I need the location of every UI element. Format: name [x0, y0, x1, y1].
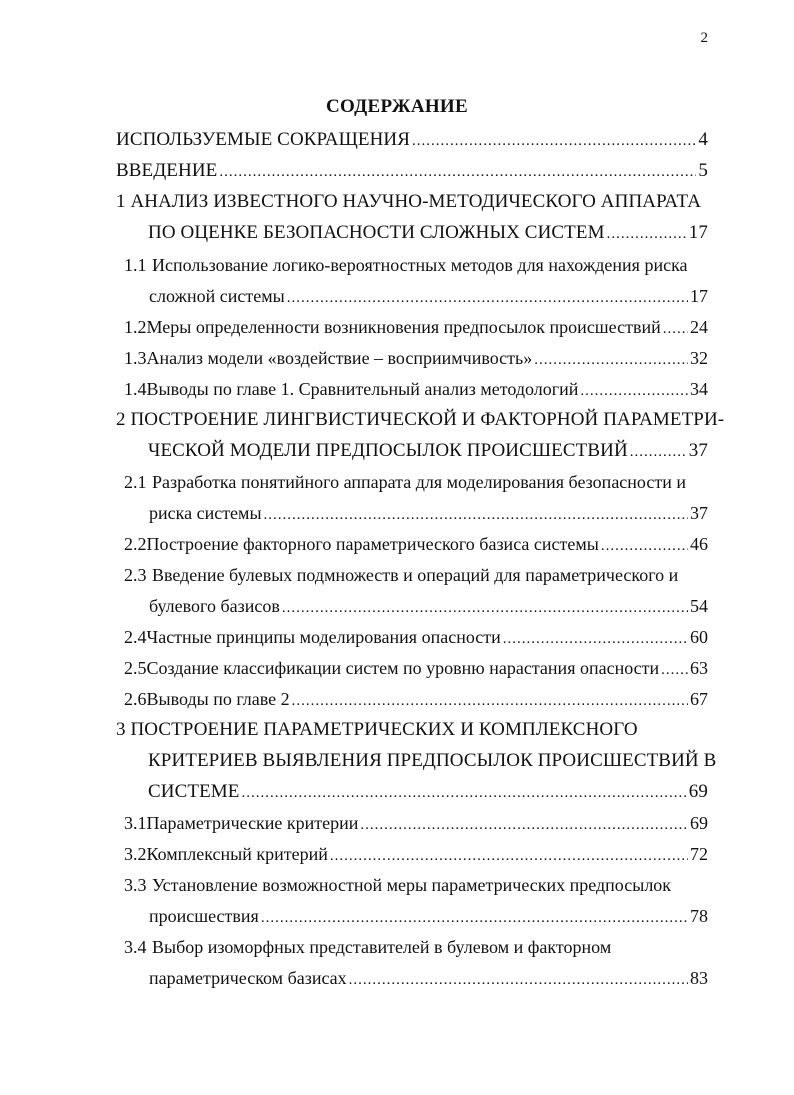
- toc-entry-number: 2.6: [124, 689, 147, 709]
- toc-entry-number: 2.1: [124, 472, 147, 492]
- toc-chapter-1-line-2[interactable]: [148, 220, 708, 246]
- toc-entry-text: 1 АНАЛИЗ ИЗВЕСТНОГО НАУЧНО-МЕТОДИЧЕСКОГО АППАРАТА: [116, 191, 702, 212]
- toc-entry-text: 2 ПОСТРОЕНИЕ ЛИНГВИСТИЧЕСКОЙ И ФАКТОРНОЙ ПАРАМЕТРИ-: [116, 409, 725, 430]
- dot-leader: [663, 316, 688, 342]
- toc-chapter-2-line-2[interactable]: [148, 438, 708, 464]
- toc-entry-number: 2.3: [124, 565, 147, 585]
- toc-entry-page: 17: [688, 222, 708, 243]
- toc-section-3-2[interactable]: [124, 841, 708, 867]
- toc-chapter-3-line-2[interactable]: [148, 748, 716, 774]
- toc-entry-page: 69: [688, 781, 708, 802]
- dot-leader: [412, 128, 696, 154]
- dot-leader: [330, 843, 688, 869]
- toc-section-2-1-line-2[interactable]: [149, 500, 708, 526]
- toc-entry-page: 34: [690, 379, 708, 399]
- toc-entry-page: 78: [690, 906, 708, 926]
- toc-entry-text: ПО ОЦЕНКЕ БЕЗОПАСНОСТИ СЛОЖНЫХ СИСТЕМ: [148, 222, 605, 243]
- toc-section-2-3-line-1[interactable]: [124, 562, 678, 588]
- toc-section-2-6[interactable]: [124, 686, 708, 712]
- toc-entry-text: Меры определенности возникновения предпосылок происшествий: [146, 317, 661, 337]
- toc-section-3-3-line-2[interactable]: [149, 903, 708, 929]
- toc-entry-text: сложной системы: [149, 286, 285, 306]
- dot-leader: [503, 626, 688, 652]
- toc-entry-text: Частные принципы моделирования опасности: [146, 627, 501, 647]
- toc-entry-text: Выбор изоморфных представителей в булевом и факторном: [152, 937, 612, 957]
- toc-entry-text: Введение булевых подмножеств и операций для параметрического и: [152, 565, 679, 585]
- toc-entry-page: 63: [690, 658, 708, 678]
- toc-entry-text: риска системы: [149, 503, 262, 523]
- dot-leader: [261, 905, 688, 931]
- dot-leader: [607, 221, 687, 247]
- toc-entry-abbreviations[interactable]: [116, 127, 708, 153]
- toc-entry-text: СИСТЕМЕ: [148, 781, 240, 802]
- dot-leader: [534, 347, 688, 373]
- toc-chapter-2-line-1[interactable]: [116, 407, 724, 433]
- dot-leader: [287, 285, 688, 311]
- toc-entry-text: ЧЕСКОЙ МОДЕЛИ ПРЕДПОСЫЛОК ПРОИСШЕСТВИЙ: [148, 440, 628, 461]
- page-number: 2: [700, 30, 708, 46]
- toc-entry-page: 60: [690, 627, 708, 647]
- toc-entry-page: 37: [688, 440, 708, 461]
- dot-leader: [241, 780, 686, 806]
- toc-entry-page: 72: [690, 844, 708, 864]
- dot-leader: [360, 812, 688, 838]
- toc-entry-text: ВВЕДЕНИЕ: [116, 160, 218, 181]
- toc-entry-number: 3.3: [124, 875, 147, 895]
- toc-entry-text: происшествия: [149, 906, 259, 926]
- toc-entry-page: 54: [690, 596, 708, 616]
- toc-section-1-3[interactable]: [124, 345, 708, 371]
- toc-chapter-1-line-1[interactable]: [116, 189, 701, 215]
- toc-section-1-2[interactable]: [124, 314, 708, 340]
- toc-section-2-1-line-1[interactable]: [124, 469, 686, 495]
- toc-entry-number: 3.1: [124, 813, 147, 833]
- toc-entry-text: булевого базисов: [149, 596, 280, 616]
- toc-entry-number: 3.4: [124, 937, 147, 957]
- toc-entry-number: 2.4: [124, 627, 147, 647]
- toc-section-3-3-line-1[interactable]: [124, 872, 671, 898]
- toc-title: СОДЕРЖАНИЕ: [326, 96, 468, 117]
- toc-entry-number: 2.2: [124, 534, 147, 554]
- toc-entry-page: 17: [690, 286, 708, 306]
- toc-entry-page: 83: [690, 968, 708, 988]
- toc-section-1-1-line-2[interactable]: [149, 283, 708, 309]
- toc-entry-page: 32: [690, 348, 708, 368]
- toc-entry-text: Создание классификации систем по уровню нарастания опасности: [146, 658, 660, 678]
- toc-entry-text: Выводы по главе 2: [146, 689, 290, 709]
- toc-section-3-4-line-1[interactable]: [124, 934, 611, 960]
- toc-entry-text: Анализ модели «воздействие – восприимчивость»: [146, 348, 533, 368]
- dot-leader: [661, 657, 688, 683]
- toc-entry-text: Установление возможностной меры параметрических предпосылок: [152, 875, 672, 895]
- toc-entry-page: 69: [690, 813, 708, 833]
- toc-entry-page: 37: [690, 503, 708, 523]
- toc-entry-page: 5: [698, 160, 708, 181]
- toc-chapter-3-line-1[interactable]: [116, 717, 638, 743]
- dot-leader: [292, 688, 688, 714]
- toc-entry-text: Выводы по главе 1. Сравнительный анализ методологий: [146, 379, 579, 399]
- toc-entry-number: 1.1: [124, 255, 147, 275]
- dot-leader: [630, 439, 687, 465]
- toc-entry-number: 1.4: [124, 379, 147, 399]
- toc-entry-text: параметрическом базисах: [149, 968, 347, 988]
- dot-leader: [282, 595, 688, 621]
- dot-leader: [219, 159, 696, 185]
- toc-section-3-1[interactable]: [124, 810, 708, 836]
- dot-leader: [264, 502, 688, 528]
- toc-entry-text: Комплексный критерий: [146, 844, 328, 864]
- dot-leader: [580, 378, 688, 404]
- toc-entry-page: 46: [690, 534, 708, 554]
- dot-leader: [601, 533, 688, 559]
- toc-section-1-1-line-1[interactable]: [124, 252, 688, 278]
- toc-entry-number: 1.3: [124, 348, 147, 368]
- toc-entry-text: ИСПОЛЬЗУЕМЫЕ СОКРАЩЕНИЯ: [116, 129, 410, 150]
- toc-section-2-4[interactable]: [124, 624, 708, 650]
- toc-section-2-3-line-2[interactable]: [149, 593, 708, 619]
- toc-entry-text: Разработка понятийного аппарата для моделирования безопасности и: [152, 472, 686, 492]
- toc-section-1-4[interactable]: [124, 376, 708, 402]
- toc-entry-page: 67: [690, 689, 708, 709]
- toc-chapter-3-line-3[interactable]: [148, 779, 708, 805]
- toc-entry-text: Использование логико-вероятностных методов для нахождения риска: [152, 255, 688, 275]
- toc-entry-text: Построение факторного параметрического базиса системы: [146, 534, 599, 554]
- toc-entry-text: 3 ПОСТРОЕНИЕ ПАРАМЕТРИЧЕСКИХ И КОМПЛЕКСНОГО: [116, 719, 638, 740]
- toc-entry-number: 1.2: [124, 317, 147, 337]
- toc-entry-page: 24: [690, 317, 708, 337]
- toc-entry-text: Параметрические критерии: [146, 813, 359, 833]
- toc-entry-number: 3.2: [124, 844, 147, 864]
- toc-section-2-2[interactable]: [124, 531, 708, 557]
- toc-section-3-4-line-2[interactable]: [149, 965, 708, 991]
- toc-section-2-5[interactable]: [124, 655, 708, 681]
- toc-entry-number: 2.5: [124, 658, 147, 678]
- toc-entry-introduction[interactable]: [116, 158, 708, 184]
- dot-leader: [349, 967, 688, 993]
- toc-entry-page: 4: [698, 129, 708, 150]
- toc-entry-text: КРИТЕРИЕВ ВЫЯВЛЕНИЯ ПРЕДПОСЫЛОК ПРОИСШЕСТВИЙ В: [148, 750, 717, 771]
